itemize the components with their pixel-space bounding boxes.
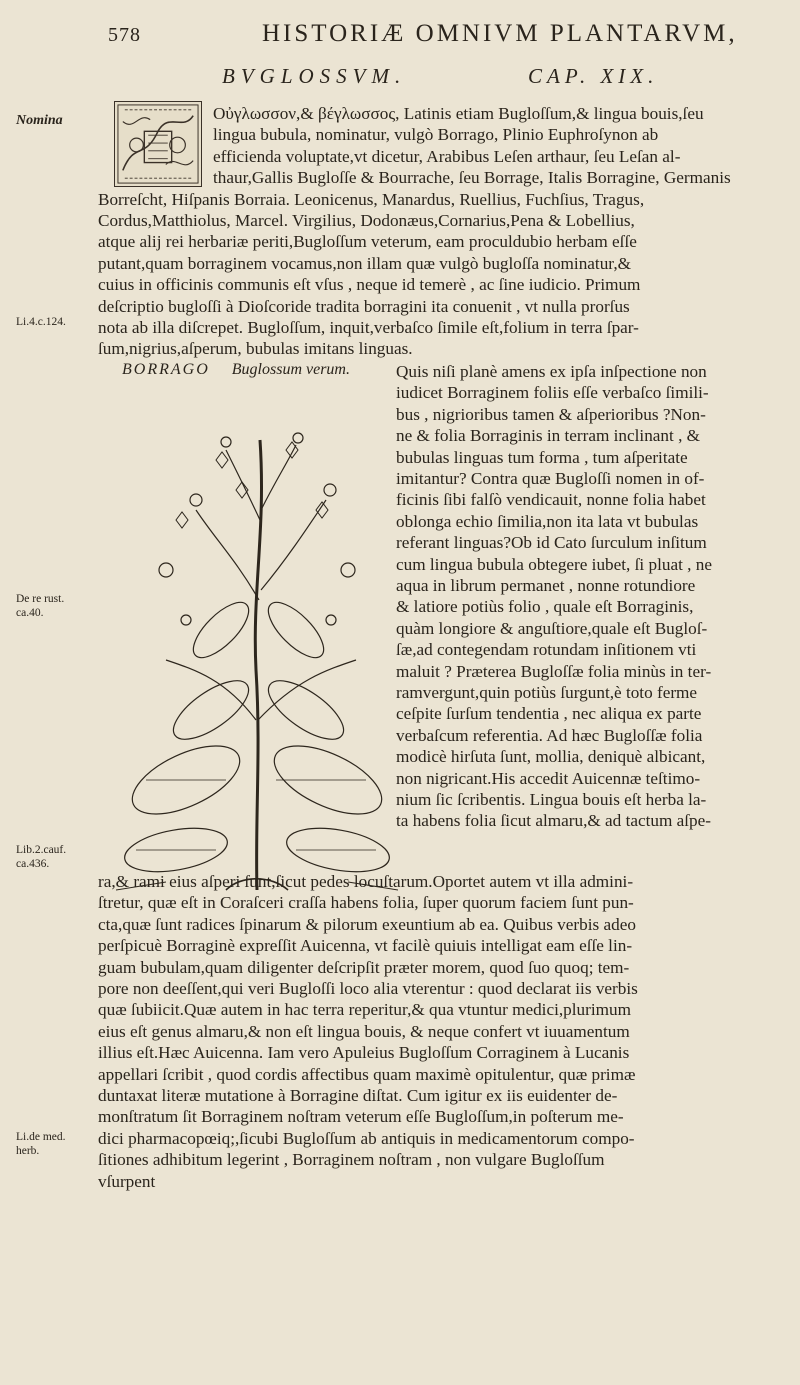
text-line: ramvergunt,quin potiùs ſurgunt,è toto ferme — [396, 683, 698, 702]
text-line: bubulas linguas tum forma , tum aſperitate — [396, 447, 688, 467]
text-line: ne & folia Borraginis in terram inclinant , & — [396, 426, 701, 446]
text-line: verbaſcum referentia. Ad hæc Bugloſſæ folia — [396, 725, 703, 745]
text-line: eius eſt genus almaru,& non eſt lingua bouis, & neque confert vt iuuamentum — [98, 1021, 630, 1041]
text-line: aqua in librum permanet , nonne rotundiore — [396, 576, 696, 595]
text-line: deſcriptio bugloſſi à Dioſcoride tradita borragini ita conuenit , vt nulla prorſus — [98, 296, 630, 316]
text-line: non nigricant.His accedit Auicennæ teſtimo- — [396, 768, 701, 788]
text-line: ficinis ſibi falſò vendicauit, nonne folia habet — [396, 490, 706, 510]
text-line: iudicet Borraginem foliis eſſe verbaſco ſimili- — [396, 383, 709, 403]
margin-note-reference: Li.de med. herb. — [16, 1131, 66, 1157]
text-line: Cordus,Matthiolus, Marcel. Virgilius, Dodonæus,Cornarius,Pena & Lobellius, — [98, 211, 635, 230]
text-line: thaur,Gallis Bugloſſe & Bourrache, ſeu Borrage, Italis Borragine, Germanis — [213, 168, 731, 188]
plant-illustration-icon — [116, 420, 398, 900]
text-line: imitantur? Contra quæ Bugloſſi nomen in of- — [396, 469, 705, 488]
text-line: ta habens folia ſicut almaru,& ad tactum aſpe- — [396, 811, 711, 831]
plate-caption — [122, 361, 350, 379]
text-line: efficienda voluptate,vt dicetur, Arabibus Leſen arthaur, ſeu Leſan al- — [213, 146, 681, 166]
ornament-icon — [115, 102, 201, 186]
text-line: dici pharmacopœiq;,ſicubi Bugloſſum ab antiquis in medicamentorum compo- — [98, 1128, 635, 1148]
text-line: Quis niſi planè amens ex ipſa inſpectione non — [396, 362, 707, 381]
text-line: illius eſt.Hæc Auicenna. Iam vero Apuleius Bugloſſum Corraginem à Lucanis — [98, 1043, 630, 1063]
text-line: maluit ? Præterea Bugloſſæ folia minùs in ter- — [396, 661, 712, 681]
text-line: ra,& rami eius aſperi ſunt,ſicut pedes locuſtarum.Oportet autem vt illa admini- — [98, 872, 634, 891]
text-line: oblonga echio ſimilia,non ita lata vt bubulas — [396, 511, 699, 531]
margin-note-reference: De re rust. ca.40. — [16, 593, 65, 619]
text-line: vſurpent — [98, 1171, 156, 1191]
text-line: Borreſcht, Hiſpanis Borraia. Leonicenus, Manardus, Ruellius, Fuchſius, Tragus, — [98, 189, 645, 209]
text-line: pore non deeſſent,qui veri Bugloſſi loco alia vterentur : quod declarat iis verbis — [98, 979, 638, 998]
text-line: Οὐγλωσσον,& βέγλωσσος, Latinis etiam Bugloſſum,& lingua bouis,ſeu — [213, 104, 704, 123]
plate-caption-right: Buglossum verum. — [231, 361, 350, 378]
running-title: HISTORIÆ OMNIVM PLANTARVM, — [262, 20, 738, 47]
text-line: ſtretur, quæ eſt in Coraſceri craſſa habens folia, ſuper quorum faciem ſunt pun- — [98, 893, 634, 913]
text-line: modicè hirſuta ſunt, mollia, deniquè albicant, — [396, 747, 706, 767]
chapter-number: CAP. XIX. — [528, 64, 659, 88]
text-line: & latiore potiùs folio , quale eſt Borraginis, — [396, 597, 694, 617]
text-line: ſitiones adhibitum legerint , Borraginem noſtram , non vulgare Bugloſſum — [98, 1150, 605, 1170]
decorated-initial-image — [114, 101, 202, 187]
text-line: cta,quæ ſunt radices ſpinarum & pilorum exeuntium ab ea. Quibus verbis adeo — [98, 914, 636, 934]
text-line: bus , nigrioribus tamen & aſperioribus ?Non- — [396, 404, 706, 424]
margin-note-reference: Li.4.c.124. — [16, 316, 66, 328]
text-line: appellari ſcribit , quod cordis affectibus quam maximè opitulentur, quæ primæ — [98, 1064, 636, 1084]
text-line: guam bubulam,quam diligenter deſcripſit præter morem, quod ſuo quoq; tem- — [98, 957, 630, 977]
running-header — [40, 20, 760, 56]
margin-note-reference: Lib.2.cauf. ca.436. — [16, 844, 67, 870]
text-line: nium ſic ſcribentis. Lingua bouis eſt herba la- — [396, 790, 707, 809]
text-line: referant linguas?Ob id Cato ſurculum inſitum — [396, 533, 707, 553]
text-line: nota ab illa diſcrepet. Bugloſſum, inquit,verbaſco ſimile eſt,folium in terra ſpar- — [98, 318, 639, 337]
plate-caption-left: BORRAGO — [122, 361, 210, 378]
text-line: lingua bubula, nominatur, vulgò Borrago, Plinio Euphroſynon ab — [213, 125, 659, 145]
text-line: duntaxat literæ mutatione à Borragine diſtat. Cum igitur ex iis euidenter de- — [98, 1086, 618, 1105]
chapter-heading — [0, 64, 800, 92]
text-line: monſtratum ſit Borraginem noſtram veterum eſſe Bugloſſum,in poſterum me- — [98, 1107, 624, 1127]
text-line: ſæ,ad contegendam rotundam inſitionem vti — [396, 640, 697, 660]
text-line: cuius in officinis communis eſt vſus , neque id temerè , ac ſine iudicio. Primum — [98, 275, 641, 295]
text-line: putant,quam borraginem vocamus,non illam quæ vulgò bugloſſa nominatur,& — [98, 253, 631, 273]
margin-note-nomina: Nomina — [16, 113, 63, 128]
borage-woodcut-image — [116, 420, 398, 900]
text-line: atque alij rei herbariæ periti,Bugloſſum veterum, eam proculdubio herbam eſſe — [98, 232, 637, 252]
text-line: quàm longiore & anguſtiore,quale eſt Bugloſ- — [396, 618, 708, 638]
text-line: ceſpite ſurſum tendentia , nec aliqua ex parte — [396, 704, 702, 724]
text-line: quæ ſubiicit.Quæ autem in hac terra reperitur,& qua vtuntur medici,plurimum — [98, 1000, 631, 1020]
text-line: perſpicuè Borraginè expreſſit Auicenna, vt facilè quiuis intelligat eam eſſe lin- — [98, 936, 633, 956]
text-line: ſum,nigrius,aſperum, bubulas imitans linguas. — [98, 339, 413, 359]
chapter-title: BVGLOSSVM. — [222, 64, 407, 88]
page-number: 578 — [108, 24, 141, 46]
text-line: cum lingua bubula obtegere iubet, ſi pluat , ne — [396, 554, 712, 574]
